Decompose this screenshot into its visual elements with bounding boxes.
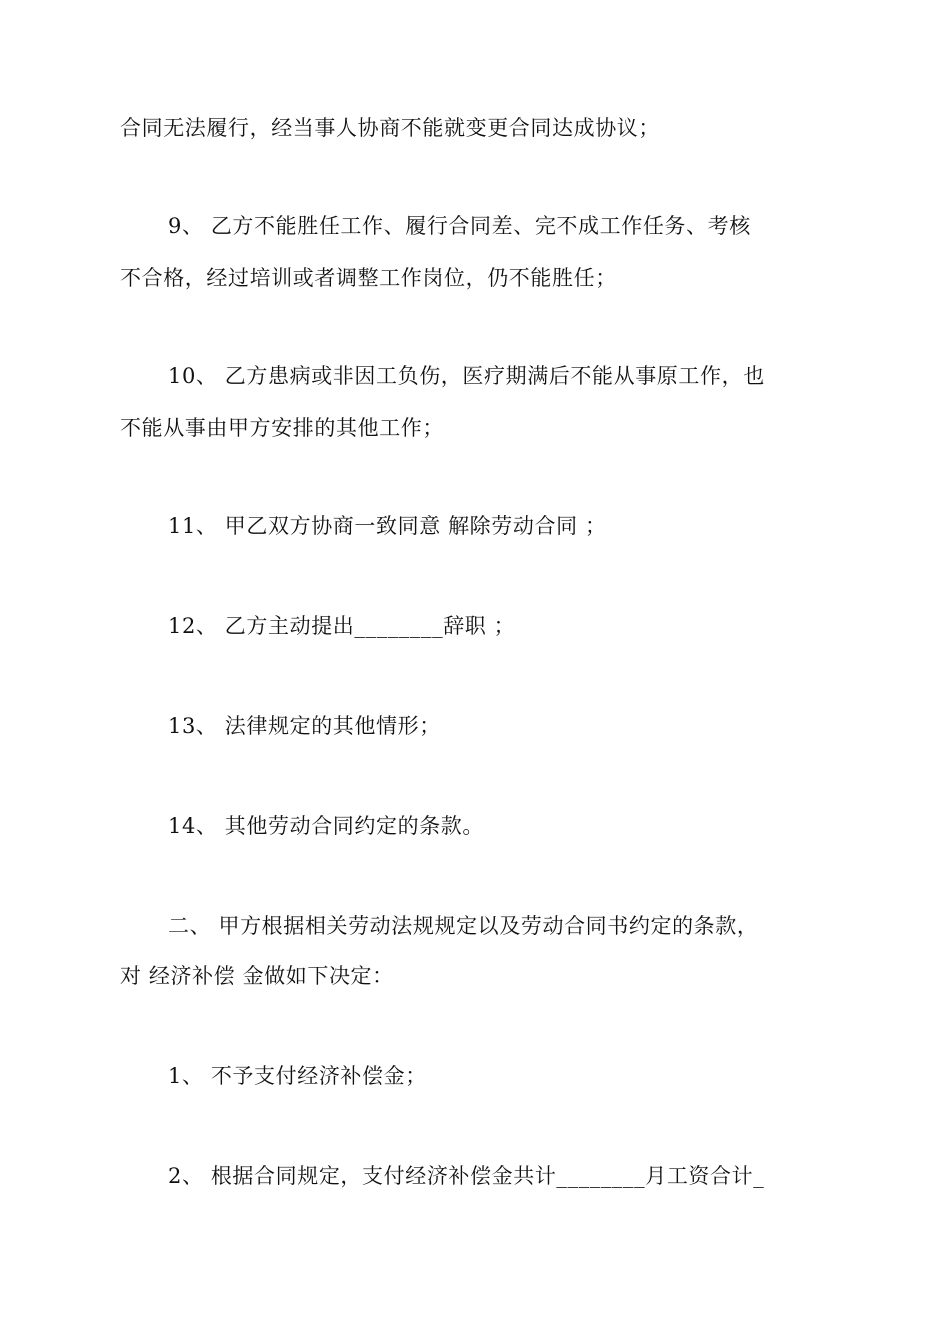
section-2-line-2: 对 经济补偿 金做如下决定： — [120, 964, 394, 988]
clause-10-line-1: 10、 乙方患病或非因工负伤，医疗期满后不能从事原工作，也 — [168, 364, 765, 388]
decision-item-2: 2、 根据合同规定，支付经济补偿金共计________月工资合计_ — [168, 1164, 765, 1188]
clause-9-line-1: 9、 乙方不能胜任工作、履行合同差、完不成工作任务、考核 — [168, 214, 751, 238]
clause-13: 13、 法律规定的其他情形； — [168, 714, 441, 738]
text-line-continuation-8: 合同无法履行，经当事人协商不能就变更合同达成协议； — [120, 116, 660, 140]
clause-9-line-2: 不合格，经过培训或者调整工作岗位，仍不能胜任； — [120, 266, 617, 290]
clause-10-line-2: 不能从事由甲方安排的其他工作； — [120, 416, 444, 440]
clause-14: 14、 其他劳动合同约定的条款。 — [168, 814, 484, 838]
clause-12: 12、 乙方主动提出________辞职 ； — [168, 614, 516, 638]
clause-11: 11、 甲乙双方协商一致同意 解除劳动合同 ； — [168, 514, 607, 538]
section-2-line-1: 二、 甲方根据相关劳动法规规定以及劳动合同书约定的条款， — [168, 914, 759, 938]
decision-item-1: 1、 不予支付经济补偿金； — [168, 1064, 427, 1088]
